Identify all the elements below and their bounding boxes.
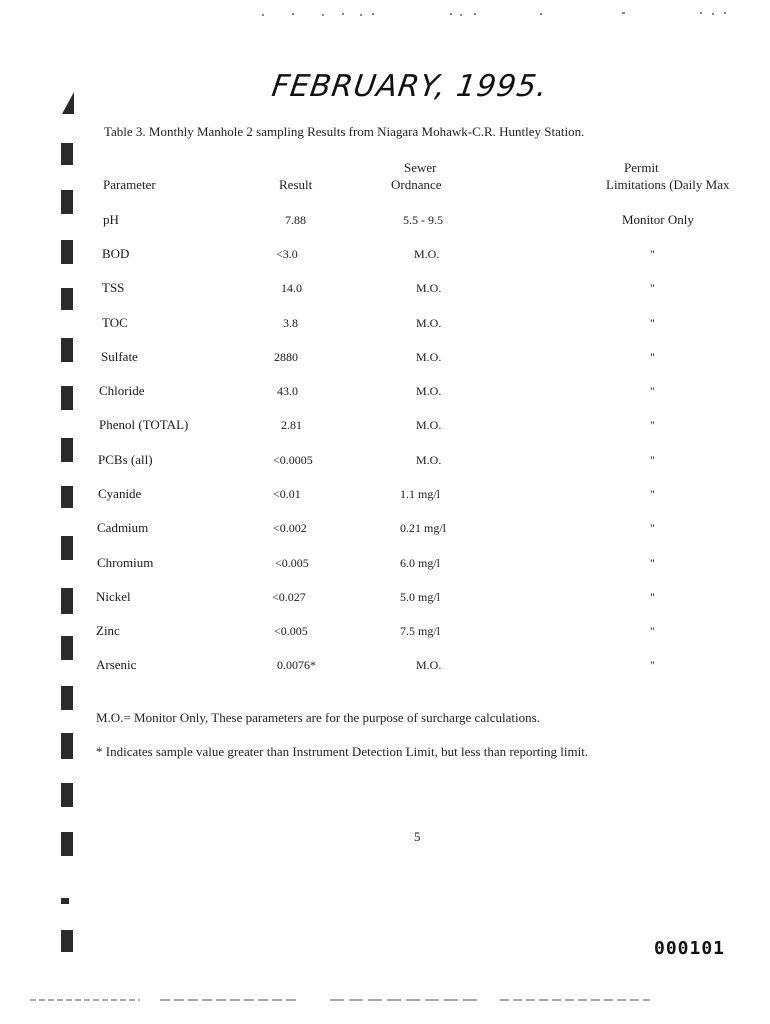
- cell-sewer: M.O.: [416, 384, 442, 398]
- cell-parameter: Chromium: [97, 555, 154, 570]
- table-caption: Table 3. Monthly Manhole 2 sampling Results from Niagara Mohawk-C.R. Huntley Station.: [104, 124, 585, 139]
- cell-result: 3.8: [283, 316, 298, 330]
- cell-result: <3.0: [276, 247, 298, 261]
- cell-permit: ": [650, 658, 655, 672]
- scan-specks: [0, 0, 770, 30]
- cell-parameter: BOD: [102, 246, 130, 261]
- cell-result: <0.005: [274, 624, 308, 638]
- cell-parameter: Cadmium: [97, 520, 149, 535]
- cell-permit: ": [650, 281, 655, 295]
- binding-arrow: [58, 88, 78, 118]
- cell-sewer: 5.5 - 9.5: [403, 213, 443, 227]
- cell-parameter: Nickel: [96, 589, 131, 604]
- header-parameter: Parameter: [103, 177, 156, 192]
- cell-parameter: Chloride: [99, 383, 145, 398]
- cell-parameter: TOC: [102, 315, 128, 330]
- cell-result: <0.01: [273, 487, 301, 501]
- footnote-monitor-only: M.O.= Monitor Only, These parameters are for the purpose of surcharge calculations.: [96, 710, 540, 725]
- cell-sewer: M.O.: [416, 350, 442, 364]
- cell-parameter: Zinc: [96, 623, 120, 638]
- cell-sewer: M.O.: [416, 658, 442, 672]
- cell-result: 7.88: [285, 213, 306, 227]
- cell-permit: ": [650, 556, 655, 570]
- cell-permit: ": [650, 316, 655, 330]
- header-sewer-line2: Ordnance: [391, 177, 442, 192]
- cell-sewer: 5.0 mg/l: [400, 590, 441, 604]
- cell-permit: ": [650, 247, 655, 261]
- cell-sewer: M.O.: [416, 316, 442, 330]
- cell-permit: Monitor Only: [622, 212, 694, 227]
- cell-permit: ": [650, 453, 655, 467]
- handwritten-date-title: FEBRUARY, 1995.: [269, 69, 550, 104]
- cell-result: 2.81: [281, 418, 302, 432]
- cell-result: <0.002: [273, 521, 307, 535]
- cell-permit: ": [650, 418, 655, 432]
- cell-parameter: Sulfate: [101, 349, 138, 364]
- cell-sewer: 0.21 mg/l: [400, 521, 447, 535]
- cell-parameter: Cyanide: [98, 486, 142, 501]
- binding-tabs: [58, 88, 78, 968]
- cell-permit: ": [650, 624, 655, 638]
- cell-sewer: M.O.: [416, 453, 442, 467]
- header-permit-line2: Limitations (Daily Max: [606, 177, 730, 192]
- cell-sewer: 6.0 mg/l: [400, 556, 441, 570]
- cell-result: 2880: [274, 350, 298, 364]
- cell-sewer: 7.5 mg/l: [400, 624, 441, 638]
- cell-result: 14.0: [281, 281, 302, 295]
- scan-bottom-edge: [0, 996, 770, 1004]
- footnote-asterisk: * Indicates sample value greater than Instrument Detection Limit, but less than reporting limit.: [96, 744, 589, 759]
- header-permit-line1: Permit: [624, 160, 659, 175]
- header-sewer-line1: Sewer: [404, 160, 437, 175]
- cell-result: <0.027: [272, 590, 306, 604]
- cell-permit: ": [650, 487, 655, 501]
- page-number: 5: [414, 829, 421, 844]
- cell-parameter: pH: [103, 212, 119, 227]
- cell-result: <0.0005: [273, 453, 313, 467]
- cell-sewer: M.O.: [416, 418, 442, 432]
- cell-sewer: M.O.: [414, 247, 440, 261]
- cell-sewer: M.O.: [416, 281, 442, 295]
- cell-parameter: Arsenic: [96, 657, 137, 672]
- document-id: 000101: [654, 938, 726, 959]
- cell-parameter: TSS: [102, 280, 125, 295]
- cell-sewer: 1.1 mg/l: [400, 487, 441, 501]
- cell-result: 0.0076*: [277, 658, 316, 672]
- header-result: Result: [279, 177, 313, 192]
- cell-permit: ": [650, 521, 655, 535]
- cell-result: 43.0: [277, 384, 298, 398]
- cell-parameter: PCBs (all): [98, 452, 153, 467]
- cell-permit: ": [650, 590, 655, 604]
- cell-permit: ": [650, 384, 655, 398]
- cell-permit: ": [650, 350, 655, 364]
- cell-parameter: Phenol (TOTAL): [99, 417, 189, 432]
- cell-result: <0.005: [275, 556, 309, 570]
